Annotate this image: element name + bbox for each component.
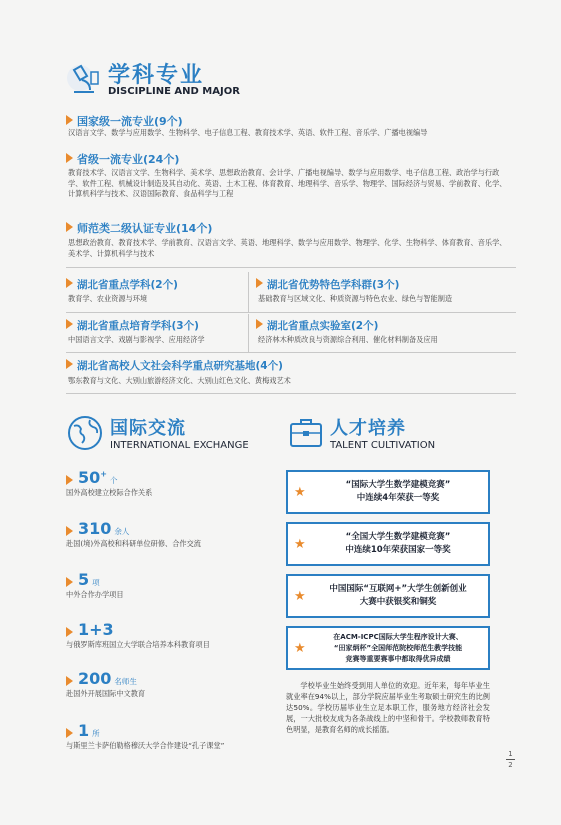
page: 学科专业 DISCIPLINE AND MAJOR 国家级一流专业(9个) 汉语言文学、数学与应用数学、生物科学、电子信息工程、教育技术学、英语、软件工程、音乐学、广播电视编导 省级一流专业(24个) 教育技术学、汉语言文学、生物科学、美术学、思想政治教育、会计学、广播电视编导、数学与应用数学、电子信息工程、政治学与行政学、软件工程、机械设计制造及其自动化、英语、土木工程、体育教育、地理科学、音乐学、物理学、国际经济与贸易、学前教育、化学、计算机科学与技术、汉语国际教育、食品科学与工程 师范类二级认证专业(14个) 思想政治教育、教育技术学、学前教育、汉语言文学、英语、地理科学、数学与应用数学、物理学、化学、生物科学、体育教育、音乐学、美术学、计算机科学与技术 湖北省重点学科(2个) 教育学、农业资源与环境 湖北省优势特色学科群(3个) 基础教育与区域文化、种质资源与特色农业、绿色与智能制造 湖北省重点培育学科(3个) 中国语言文学、戏剧与影视学、应用经济学 湖北省重点实验室(2个) 经济林木种质改良与资源综合利用、催化材料制备及应用 湖北省高校人文社会科学重点研究基地(4个) 鄂东教育与文化、大别山旅游经济文化、大别山红色文化、黄梅戏艺术 国际交流 INTERNATIONAL EXCHANGE 50+个 国外高校建立校际合作关系 310 余人 赴国(境)外高校和科研单位研修、合作交流 5 项 中外合作办学项目 1+3 与俄罗斯库班国立大学联合培养本科教育项目 200 名师生 赴国外开展国际中文教育 1 所 与斯里兰卡萨伯勒格穆沃大学合作建设“孔子课堂” 人才培养 TALENT CULTIVATION ★ “国际大学生数学建模竞赛” 中连续4年荣获一等奖 ★ “全国大学生数学建模竞赛” 中连续10年荣获国家一等奖 ★ 中国国际“互联网+”大学生创新创业 大赛中获银奖和铜奖 ★ 在ACM-ICPC国际大学生程序设计大赛、 “田家炳杯”全国师范院校师范生教学技能 竞赛等重要赛事中都取得优异成绩 学校毕业生始终受到用人单位的欢迎。近年来，每年毕业生就业率在94%以上，部分学院应届毕业生考取硕士研究生的比例达50%。学校历届毕业生立足本职工作，服务地方经济社会发展，一大批校友成为各条战线上的中坚和骨干。学校教师教育特色明显，是教育名师的成长摇篮。 1 2 — [0, 0, 561, 825]
international-subtitle: INTERNATIONAL EXCHANGE — [110, 440, 249, 451]
page-number: 1 2 — [506, 750, 515, 769]
stat-desc: 赴国(境)外高校和科研单位研修、合作交流 — [66, 539, 201, 548]
stat-desc: 与斯里兰卡萨伯勒格穆沃大学合作建设“孔子课堂” — [66, 741, 225, 750]
advantage-discipline-heading: 湖北省优势特色学科群(3个) — [256, 277, 399, 292]
cultivation-discipline-text: 中国语言文学、戏剧与影视学、应用经济学 — [68, 335, 205, 344]
national-majors-text: 汉语言文学、数学与应用数学、生物科学、电子信息工程、教育技术学、英语、软件工程、音乐学、广播电视编导 — [68, 128, 428, 137]
stat-desc: 赴国外开展国际中文教育 — [66, 689, 146, 698]
triangle-icon — [66, 319, 73, 329]
star-icon: ★ — [294, 485, 306, 500]
triangle-icon — [66, 475, 73, 485]
triangle-icon — [66, 728, 73, 738]
advantage-discipline-text: 基础教育与区域文化、种质资源与特色农业、绿色与智能制造 — [258, 294, 453, 303]
stat-desc: 国外高校建立校际合作关系 — [66, 488, 153, 497]
national-majors-heading: 国家级一流专业(9个) — [66, 113, 183, 129]
certified-majors-heading: 师范类二级认证专业(14个) — [66, 220, 212, 236]
page-subtitle: DISCIPLINE AND MAJOR — [108, 86, 240, 97]
provincial-majors-heading: 省级一流专业(24个) — [66, 151, 179, 167]
key-discipline-heading: 湖北省重点学科(2个) — [66, 277, 178, 292]
divider — [248, 272, 249, 312]
star-icon: ★ — [294, 537, 306, 552]
talent-title: 人才培养 — [330, 418, 406, 439]
award-box: ★ “全国大学生数学建模竞赛” 中连续10年荣获国家一等奖 — [286, 522, 490, 566]
triangle-icon — [66, 359, 73, 369]
stat-desc: 与俄罗斯库班国立大学联合培养本科教育项目 — [66, 640, 210, 649]
triangle-icon — [66, 526, 73, 536]
award-box: ★ “国际大学生数学建模竞赛” 中连续4年荣获一等奖 — [286, 470, 490, 514]
star-icon: ★ — [294, 589, 306, 604]
triangle-icon — [66, 222, 73, 232]
triangle-icon — [66, 278, 73, 288]
key-lab-text: 经济林木种质改良与资源综合利用、催化材料制备及应用 — [258, 335, 438, 344]
key-lab-heading: 湖北省重点实验室(2个) — [256, 318, 378, 333]
divider — [66, 352, 516, 353]
award-box: ★ 中国国际“互联网+”大学生创新创业 大赛中获银奖和铜奖 — [286, 574, 490, 618]
talent-paragraph: 学校毕业生始终受到用人单位的欢迎。近年来，每年毕业生就业率在94%以上，部分学院应届毕业生考取硕士研究生的比例达50%。学校历届毕业生立足本职工作，服务地方经济社会发展，一大批校友成为各条战线上的中坚和骨干。学校教师教育特色明显，是教育名师的成长摇篮。 — [286, 681, 490, 734]
globe-icon — [66, 414, 104, 452]
triangle-icon — [66, 627, 73, 637]
triangle-icon — [66, 153, 73, 163]
triangle-icon — [256, 278, 263, 288]
stat-desc: 中外合作办学项目 — [66, 590, 124, 599]
divider — [66, 267, 516, 268]
provincial-majors-text: 教育技术学、汉语言文学、生物科学、美术学、思想政治教育、会计学、广播电视编导、数学与应用数学、电子信息工程、政治学与行政学、软件工程、机械设计制造及其自动化、英语、土木工程、体育教育、地理科学、音乐学、物理学、国际经济与贸易、学前教育、化学、计算机科学与技术、汉语国际教育、食品科学与工程 — [68, 168, 507, 198]
research-base-heading: 湖北省高校人文社会科学重点研究基地(4个) — [66, 358, 283, 373]
triangle-icon — [66, 577, 73, 587]
talent-subtitle: TALENT CULTIVATION — [330, 440, 436, 451]
award-box: ★ 在ACM-ICPC国际大学生程序设计大赛、 “田家炳杯”全国师范院校师范生教学技能 竞赛等重要赛事中都取得优异成绩 — [286, 626, 490, 670]
triangle-icon — [256, 319, 263, 329]
star-icon: ★ — [294, 641, 306, 656]
triangle-icon — [66, 676, 73, 686]
cultivation-discipline-heading: 湖北省重点培育学科(3个) — [66, 318, 199, 333]
microscope-icon — [64, 60, 104, 100]
international-title: 国际交流 — [110, 418, 186, 439]
research-base-text: 鄂东教育与文化、大别山旅游经济文化、大别山红色文化、黄梅戏艺术 — [68, 376, 291, 385]
page-title: 学科专业 — [108, 63, 205, 88]
key-discipline-text: 教育学、农业资源与环境 — [68, 294, 148, 303]
briefcase-icon — [288, 414, 324, 450]
divider — [66, 393, 516, 394]
triangle-icon — [66, 115, 73, 125]
divider — [248, 314, 249, 352]
divider — [66, 312, 516, 313]
certified-majors-text: 思想政治教育、教育技术学、学前教育、汉语言文学、英语、地理科学、数学与应用数学、物理学、化学、生物科学、体育教育、音乐学、美术学、计算机科学与技术 — [68, 238, 507, 258]
